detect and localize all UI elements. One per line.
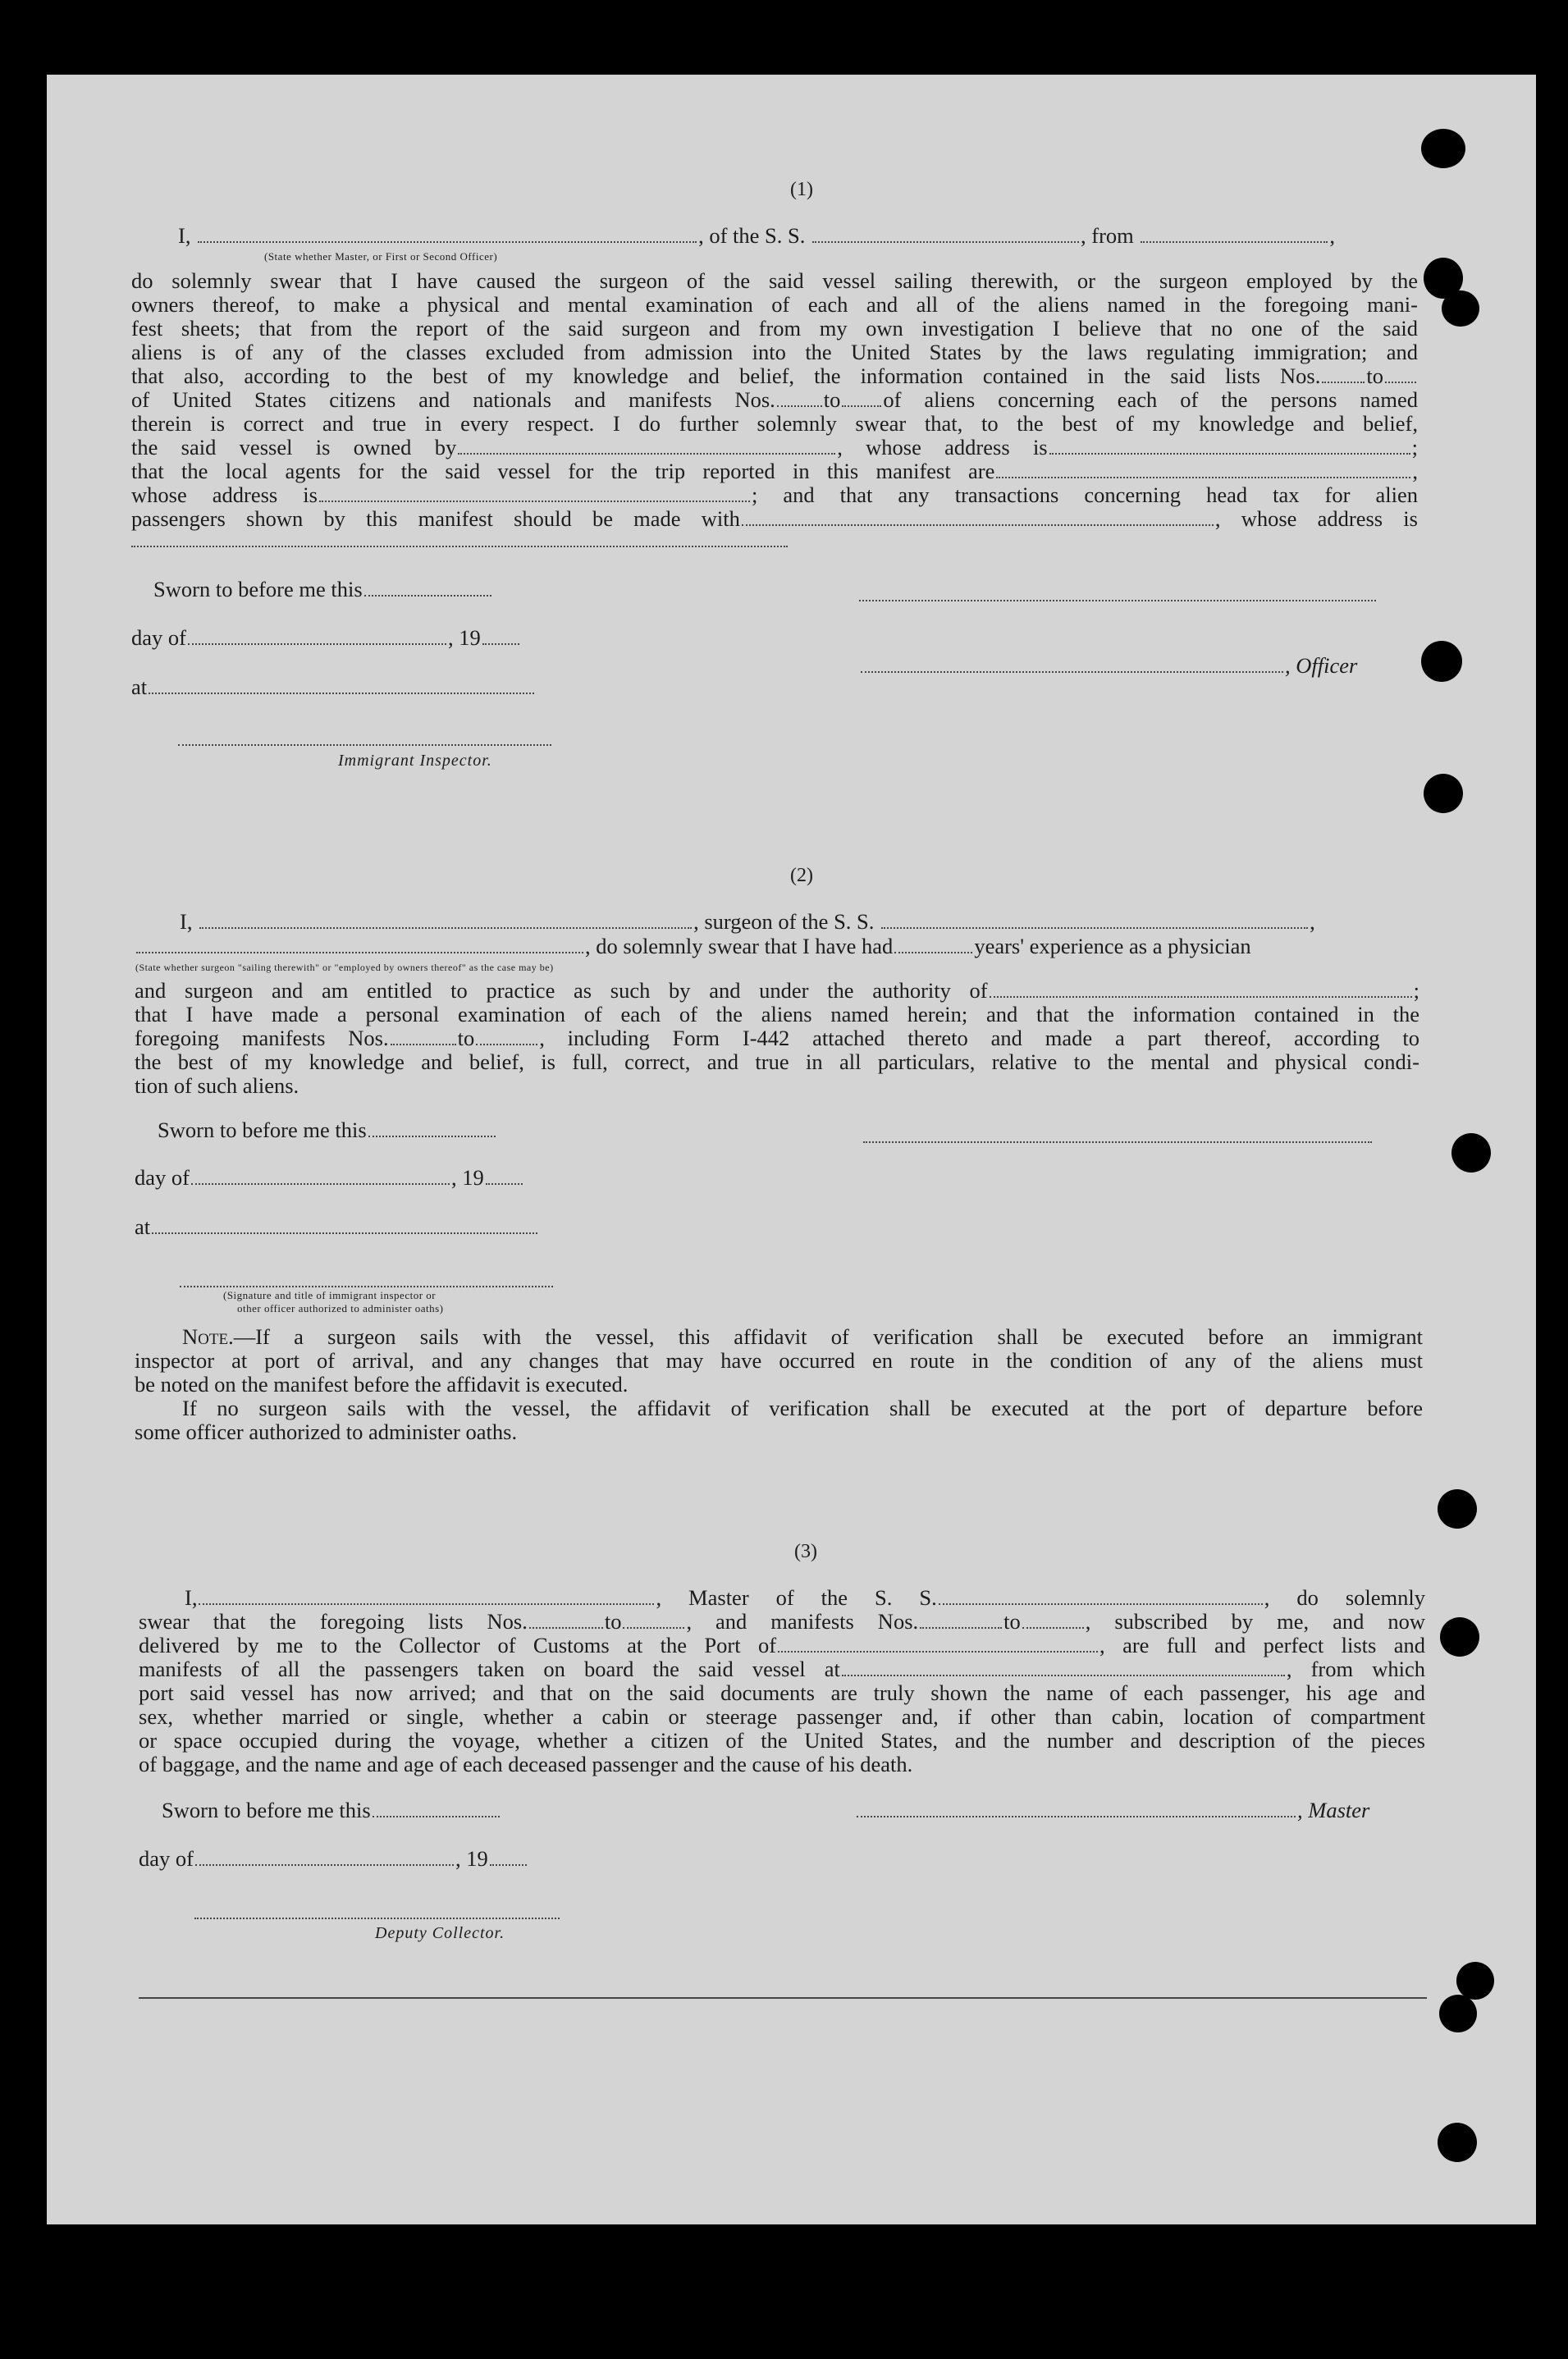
collector-label: Deputy Collector. — [375, 1924, 505, 1942]
paragraph-line: the said vessel is owned by , whose address is ; — [131, 435, 1418, 459]
inspector-signature-line — [180, 1286, 553, 1287]
form-page — [47, 75, 1536, 2224]
paragraph-line: that the local agents for the said vessel for the trip reported in this manifest are , — [131, 459, 1418, 483]
collector-signature-line — [194, 1918, 560, 1919]
note-line: If no surgeon sails with the vessel, the affidavit of verification shall be executed at the port of departure before — [182, 1396, 1423, 1420]
paragraph-line: foregoing manifests Nos. to , including Form I-442 attached thereto and made a part thereof, according to — [135, 1026, 1419, 1050]
note-line: inspector at port of arrival, and any changes that may have occurred en route in the condition of any of the aliens must — [135, 1348, 1423, 1373]
paragraph-line: manifests of all the passengers taken on board the said vessel at , from which — [139, 1657, 1425, 1681]
address-line — [131, 546, 788, 547]
paragraph-line: delivered by me to the Collector of Customs at the Port of , are full and perfect lists and — [139, 1633, 1425, 1657]
paragraph-line: aliens is of any of the classes excluded from admission into the United States by the laws regulating immigration; and — [131, 340, 1418, 364]
at-line: at — [135, 1214, 539, 1239]
paragraph-line: do solemnly swear that I have caused the surgeon of the said vessel sailing therewith, or the surgeon employed by the — [131, 268, 1418, 293]
note-line: be noted on the manifest before the affidavit is executed. — [135, 1372, 629, 1397]
paragraph-line: tion of such aliens. — [135, 1073, 299, 1098]
paragraph-line: therein is correct and true in every respect. I do further solemnly swear that, to the best of my knowledge and belief, — [131, 411, 1418, 436]
punch-hole — [1421, 641, 1462, 682]
paragraph-line: that I have made a personal examination of each of the aliens named herein; and that the information contained in the — [135, 1002, 1419, 1026]
section-number: (3) — [794, 1541, 817, 1562]
punch-hole — [1439, 1995, 1477, 2032]
paragraph-line: sex, whether married or single, whether a cabin or steerage passenger and, if other than cabin, location of compartment — [139, 1704, 1425, 1729]
punch-hole — [1456, 1962, 1494, 2000]
at-line: at — [131, 674, 536, 699]
officer-signature: , Officer — [859, 653, 1419, 678]
section1-oath-line: I, , of the S. S. , from , — [178, 223, 1336, 248]
paragraph-line: or space occupied during the voyage, whether a citizen of the United States, and the number and description of the pieces — [139, 1728, 1425, 1753]
paragraph-line: of United States citizens and nationals and manifests Nos. to of aliens concerning each of the persons named — [131, 387, 1418, 412]
inspector-label: Immigrant Inspector. — [338, 752, 492, 770]
signature-note: (Signature and title of immigrant inspector or — [223, 1289, 437, 1301]
punch-hole — [1421, 129, 1465, 168]
paragraph-line: owners thereof, to make a physical and mental examination of each and all of the aliens named in the foregoing mani- — [131, 292, 1418, 317]
sworn-line: Sworn to before me this — [162, 1798, 501, 1822]
inspector-signature-line — [178, 744, 551, 746]
note-line: Note.—If a surgeon sails with the vessel, this affidavit of verification shall be executed before an immigrant — [182, 1324, 1423, 1349]
punch-hole — [1438, 1489, 1477, 1529]
punch-hole — [1442, 290, 1479, 327]
paragraph-line: of baggage, and the name and age of each deceased passenger and the cause of his death. — [139, 1752, 913, 1776]
punch-hole — [1438, 2123, 1477, 2162]
officer-note: (State whether Master, or First or Second Officer) — [264, 250, 498, 263]
section2-oath-line: I, , surgeon of the S. S. , — [180, 909, 1315, 934]
paragraph-line: the best of my knowledge and belief, is full, correct, and true in all particulars, relative to the mental and physical condi- — [135, 1049, 1419, 1074]
day-line: day of , 19 — [131, 625, 521, 650]
signature-line — [863, 1141, 1372, 1143]
section-number: (2) — [790, 865, 813, 886]
day-line: day of , 19 — [135, 1165, 524, 1190]
punch-hole — [1451, 1133, 1491, 1173]
section3-oath-line: I, , Master of the S. S. , do solemnly — [185, 1585, 1425, 1610]
sworn-line: Sworn to before me this — [158, 1118, 497, 1142]
paragraph-line: that also, according to the best of my knowledge and belief, the information contained in the said lists Nos. to — [131, 363, 1418, 388]
paragraph-line: swear that the foregoing lists Nos. to , and manifests Nos. to , subscribed by me, and now — [139, 1609, 1425, 1634]
signature-line — [859, 600, 1376, 601]
punch-hole — [1424, 774, 1463, 813]
paragraph-line: port said vessel has now arrived; and that on the said documents are truly shown the name of each passenger, his age and — [139, 1680, 1425, 1705]
note-line: some officer authorized to administer oaths. — [135, 1420, 518, 1444]
paragraph-line: passengers shown by this manifest should be made with , whose address is — [131, 506, 1418, 531]
section2-experience-line: , do solemnly swear that I have had years' experience as a physician — [135, 934, 1419, 958]
bottom-rule — [139, 1997, 1427, 1999]
signature-note: other officer authorized to administer oaths) — [237, 1302, 444, 1314]
paragraph-line: and surgeon and am entitled to practice as such by and under the authority of ; — [135, 978, 1419, 1003]
day-line: day of , 19 — [139, 1846, 528, 1871]
surgeon-note: (State whether surgeon "sailing therewith" or "employed by owners thereof" as the case may be) — [135, 962, 554, 973]
sworn-line: Sworn to before me this — [153, 577, 493, 601]
master-signature: , Master — [855, 1798, 1425, 1822]
punch-hole — [1440, 1617, 1479, 1657]
section-number: (1) — [790, 179, 813, 200]
paragraph-line: whose address is ; and that any transactions concerning head tax for alien — [131, 482, 1418, 507]
paragraph-line: fest sheets; that from the report of the said surgeon and from my own investigation I believe that no one of the said — [131, 316, 1418, 341]
